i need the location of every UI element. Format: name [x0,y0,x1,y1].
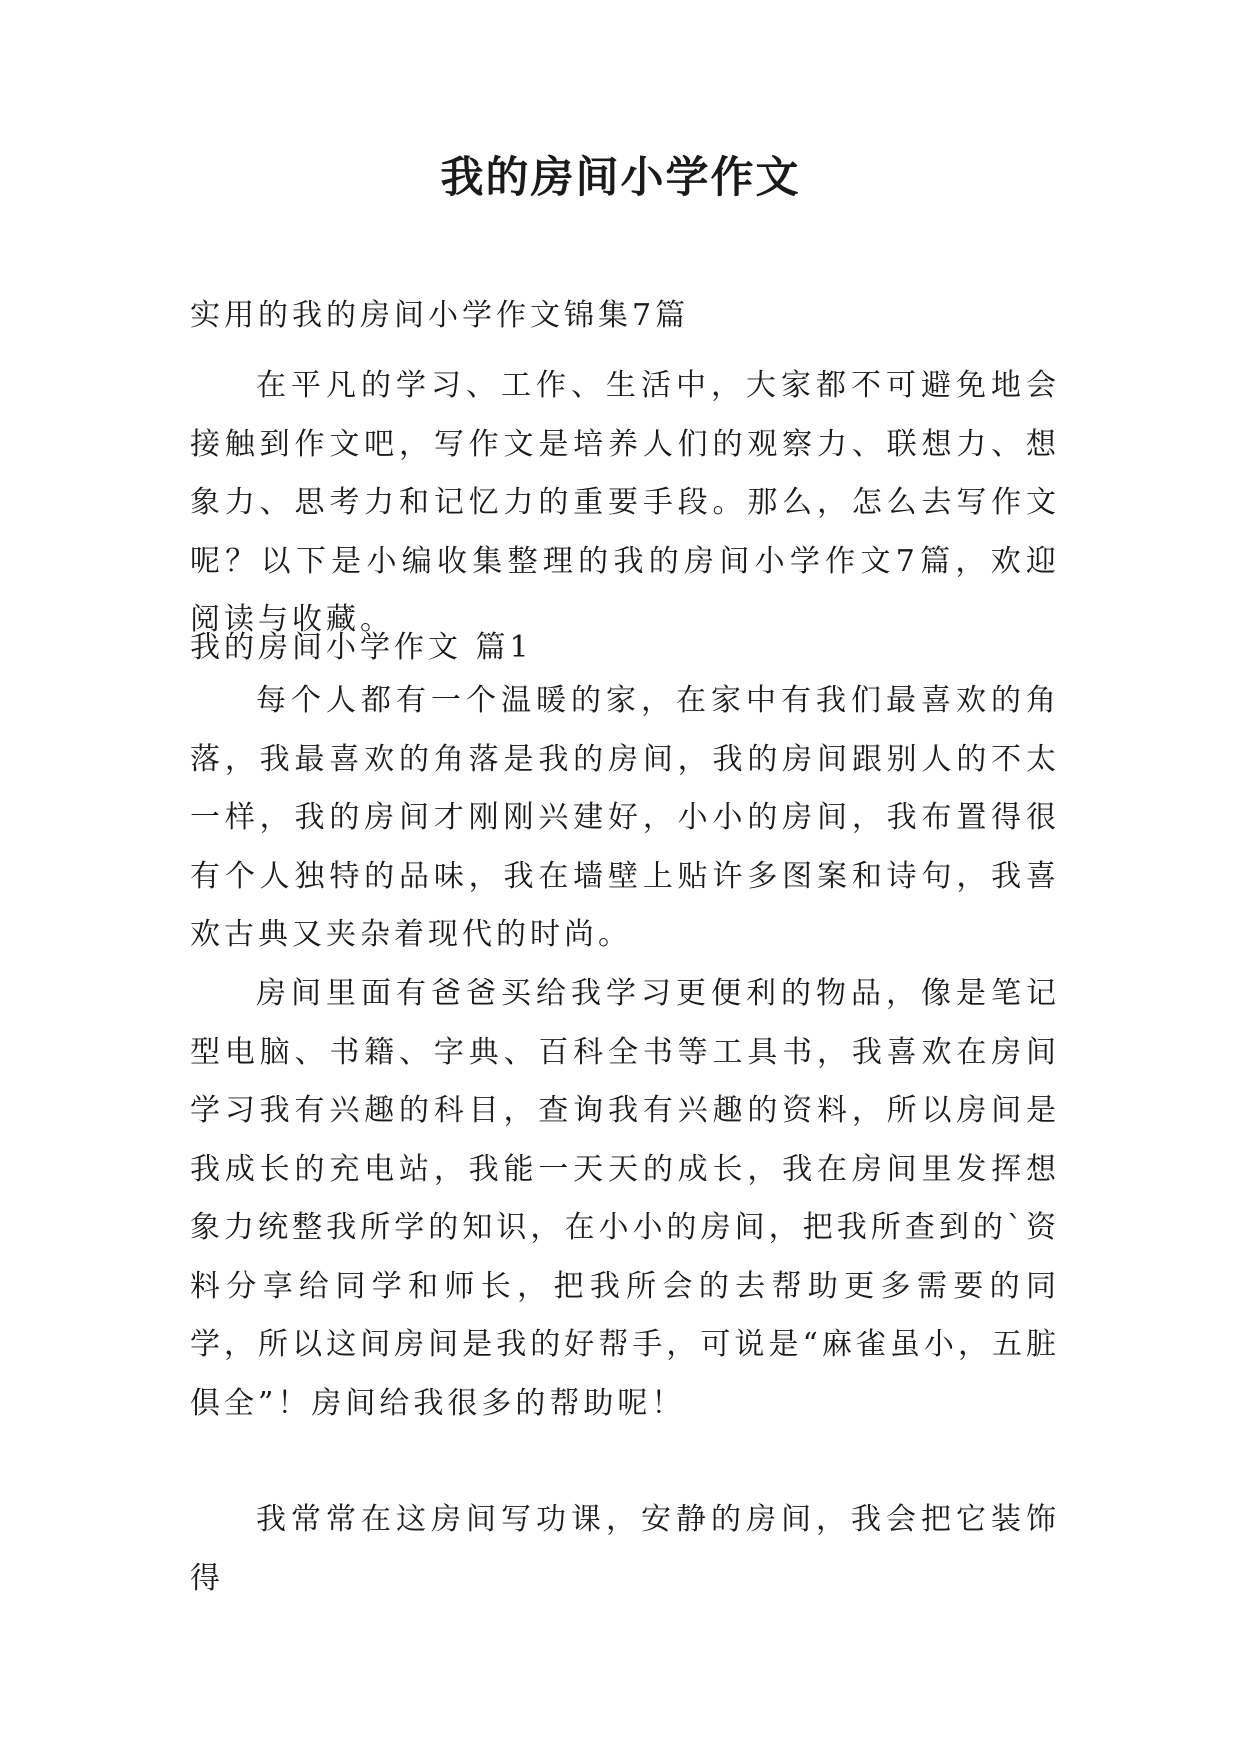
intro-paragraph: 在平凡的学习、工作、生活中，大家都不可避免地会接触到作文吧，写作文是培养人们的观察力、联想力、想象力、思考力和记忆力的重要手段。那么，怎么去写作文呢？以下是小编收集整理的我的房间小学作文7篇，欢迎阅读与收藏。 [190,368,1060,637]
body-paragraph-1: 每个人都有一个温暖的家，在家中有我们最喜欢的角落，我最喜欢的角落是我的房间，我的房间跟别人的不太一样，我的房间才刚刚兴建好，小小的房间，我布置得很有个人独特的品味，我在墙壁上贴许多图案和诗句，我喜欢古典又夹杂着现代的时尚。 [190,683,1060,952]
section-heading: 我的房间小学作文 篇1 [190,630,533,665]
document-subtitle: 实用的我的房间小学作文锦集7篇 [190,298,690,333]
body-paragraph-3: 我常常在这房间写功课，安静的房间，我会把它装饰得 [190,1502,1060,1596]
body-paragraph-2: 房间里面有爸爸买给我学习更便利的物品，像是笔记型电脑、书籍、字典、百科全书等工具书，我喜欢在房间学习我有兴趣的科目，查询我有兴趣的资料，所以房间是我成长的充电站，我能一天天的成长，我在房间里发挥想象力统整我所学的知识，在小小的房间，把我所查到的`资料分享给同学和师长，把我所会的去帮助更多需要的同学，所以这间房间是我的好帮手，可说是“麻雀虽小，五脏俱全”！房间给我很多的帮助呢！ [190,976,1060,1421]
document-title: 我的房间小学作文 [440,153,801,203]
